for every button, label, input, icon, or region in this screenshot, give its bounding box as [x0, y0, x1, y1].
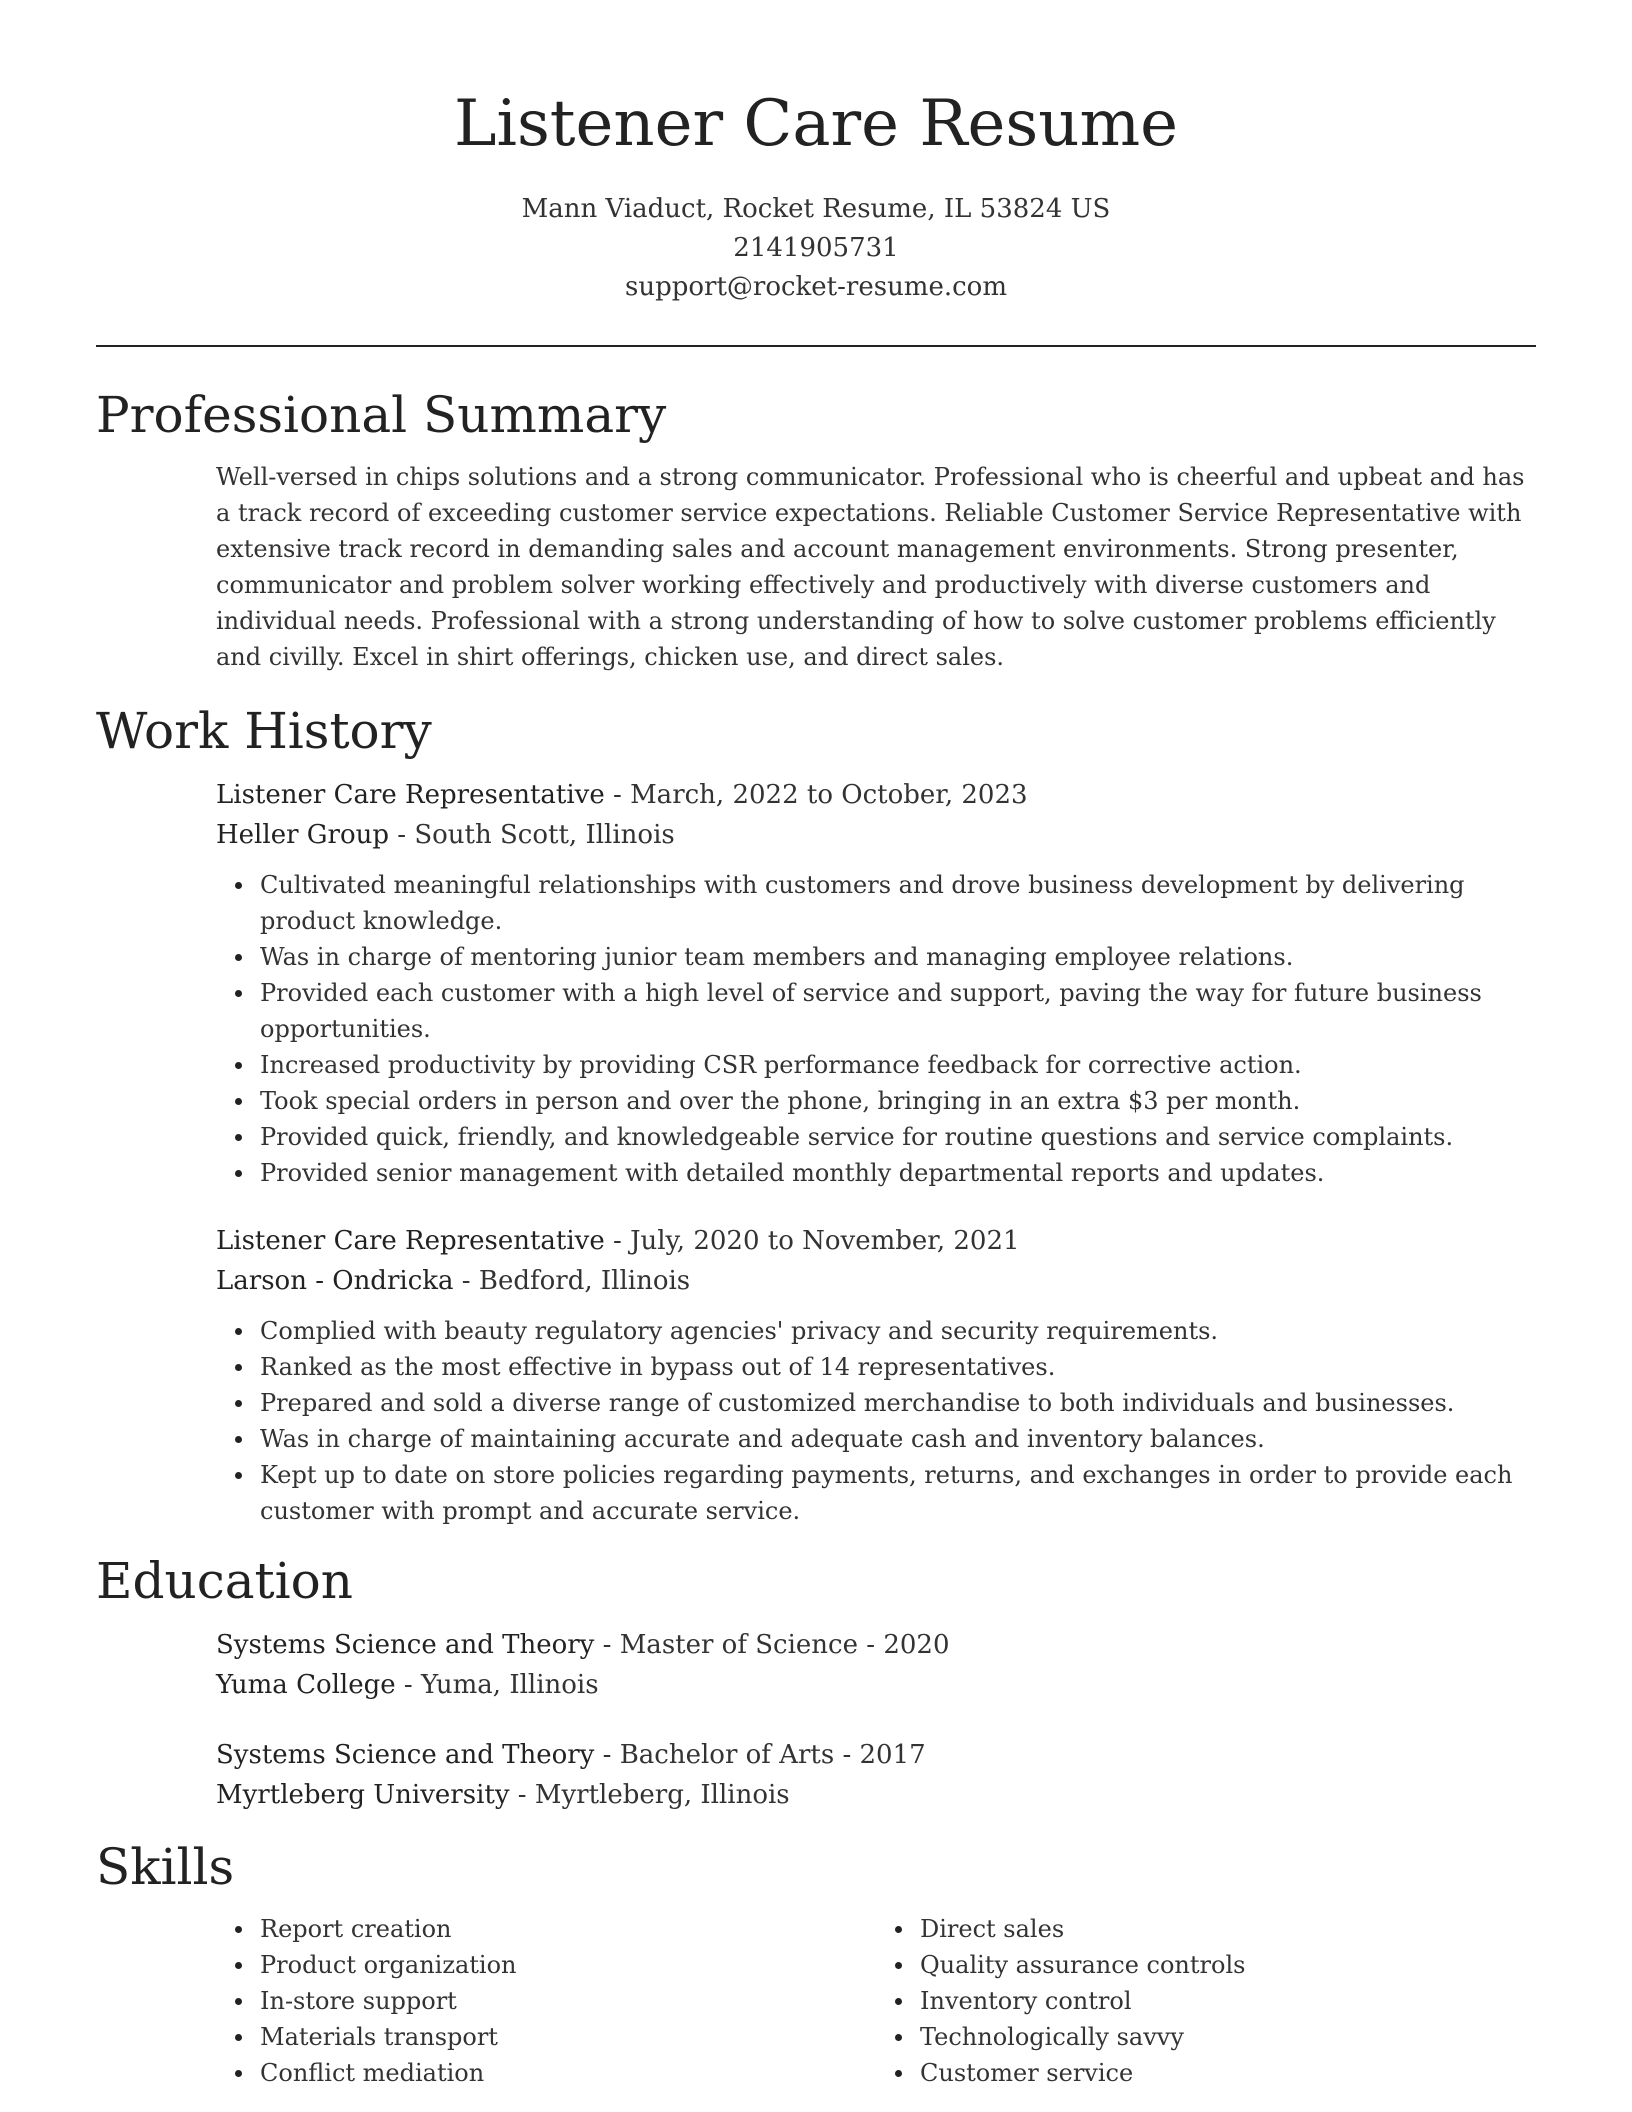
skills-section: [96, 1837, 1536, 2091]
job-location: - Bedford, Illinois: [453, 1266, 691, 1296]
resume-header: [96, 0, 1536, 307]
job-entry: [96, 1221, 1536, 1529]
job-title-line: [216, 1221, 1536, 1261]
contact-phone: 2141905731: [733, 233, 899, 263]
job-dates: - July, 2020 to November, 2021: [604, 1226, 1020, 1256]
skill-item: Product organization: [260, 1947, 876, 1983]
education-location: - Myrtleberg, Illinois: [509, 1780, 790, 1810]
education-school: Yuma College: [216, 1670, 396, 1700]
summary-heading: Professional Summary: [96, 386, 667, 444]
skill-item: Materials transport: [260, 2019, 876, 2055]
education-degree: - Master of Science: [594, 1630, 858, 1660]
skills-list-left: [216, 1911, 876, 2091]
education-entry: [96, 1735, 1536, 1815]
resume-title: Listener Care Resume: [453, 87, 1179, 161]
job-company: Heller Group: [216, 820, 390, 850]
skill-item: Quality assurance controls: [920, 1947, 1536, 1983]
job-bullet: Prepared and sold a diverse range of customized merchandise to both individuals and businesses.: [260, 1385, 1536, 1421]
contact-email: support@rocket-resume.com: [624, 272, 1007, 302]
job-role: Listener Care Representative: [216, 780, 605, 810]
education-degree-line: [216, 1735, 1536, 1775]
education-location: - Yuma, Illinois: [395, 1670, 599, 1700]
skills-list-right: [876, 1911, 1536, 2091]
job-role: Listener Care Representative: [216, 1226, 605, 1256]
job-bullet: Ranked as the most effective in bypass out of 14 representatives.: [260, 1349, 1536, 1385]
job-org-line: [216, 815, 1536, 855]
skills-columns: [96, 1899, 1536, 2091]
skill-item: In-store support: [260, 1983, 876, 2019]
education-year: - 2017: [834, 1740, 926, 1770]
education-entry: [96, 1625, 1536, 1705]
job-bullet: Complied with beauty regulatory agencies' privacy and security requirements.: [260, 1313, 1536, 1349]
job-dates: - March, 2022 to October, 2023: [604, 780, 1028, 810]
work-history-section: [96, 701, 1536, 1529]
education-school-line: [216, 1665, 1536, 1705]
skill-item: Inventory control: [920, 1983, 1536, 2019]
education-degree-line: [216, 1625, 1536, 1665]
education-section: [96, 1551, 1536, 1815]
summary-section: [96, 385, 1536, 675]
job-company: Larson - Ondricka: [216, 1266, 454, 1296]
job-bullet: Was in charge of maintaining accurate and adequate cash and inventory balances.: [260, 1421, 1536, 1457]
job-bullets: [216, 867, 1536, 1191]
job-title-line: [216, 775, 1536, 815]
job-bullet: Provided senior management with detailed monthly departmental reports and updates.: [260, 1155, 1536, 1191]
education-school-line: [216, 1775, 1536, 1815]
job-bullet: Provided quick, friendly, and knowledgeable service for routine questions and service complaints.: [260, 1119, 1536, 1155]
skills-heading: Skills: [96, 1838, 235, 1896]
job-bullets: [216, 1313, 1536, 1529]
skill-item: Technologically savvy: [920, 2019, 1536, 2055]
work-history-heading: Work History: [96, 702, 432, 760]
resume-page: [96, 0, 1536, 2091]
header-divider: [96, 345, 1536, 347]
education-year: - 2020: [858, 1630, 950, 1660]
skill-item: Report creation: [260, 1911, 876, 1947]
education-field: Systems Science and Theory: [216, 1740, 595, 1770]
contact-address: Mann Viaduct, Rocket Resume, IL 53824 US: [521, 194, 1111, 224]
job-bullet: Was in charge of mentoring junior team members and managing employee relations.: [260, 939, 1536, 975]
job-bullet: Provided each customer with a high level of service and support, paving the way for future business opportunities.: [260, 975, 1536, 1047]
education-degree: - Bachelor of Arts: [594, 1740, 835, 1770]
education-heading: Education: [96, 1552, 353, 1610]
job-bullet: Took special orders in person and over the phone, bringing in an extra $3 per month.: [260, 1083, 1536, 1119]
skill-item: Conflict mediation: [260, 2055, 876, 2091]
job-entry: [96, 775, 1536, 1191]
education-field: Systems Science and Theory: [216, 1630, 595, 1660]
job-location: - South Scott, Illinois: [389, 820, 675, 850]
job-org-line: [216, 1261, 1536, 1301]
job-bullet: Cultivated meaningful relationships with customers and drove business development by delivering product knowledge.: [260, 867, 1536, 939]
job-bullet: Kept up to date on store policies regarding payments, returns, and exchanges in order to provide each customer with prompt and accurate service.: [260, 1457, 1536, 1529]
skill-item: Customer service: [920, 2055, 1536, 2091]
skill-item: Direct sales: [920, 1911, 1536, 1947]
education-school: Myrtleberg University: [216, 1780, 510, 1810]
job-bullet: Increased productivity by providing CSR performance feedback for corrective action.: [260, 1047, 1536, 1083]
summary-text: Well-versed in chips solutions and a strong communicator. Professional who is cheerful and upbeat and has a track record of exceeding customer service expectations. Reliable Customer Service Representative with extensive track record in demanding sales and account management environments. Strong presenter, communicator and problem solver working effectively and productively with diverse customers and individual needs. Professional with a strong understanding of how to solve customer problems efficiently and civilly. Excel in shirt offerings, chicken use, and direct sales.: [216, 463, 1525, 671]
